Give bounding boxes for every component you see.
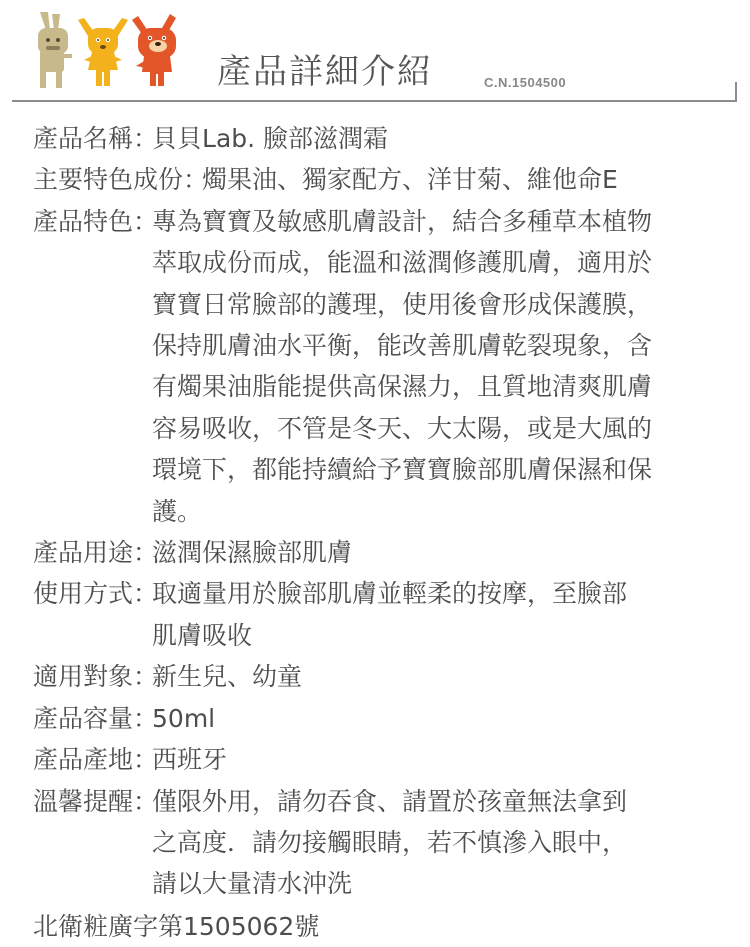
detail-colon: ：: [133, 662, 159, 692]
detail-row-origin: [33, 739, 743, 780]
detail-row-main-ingredients: [33, 159, 743, 200]
detail-colon: ：: [183, 165, 209, 195]
page-title: 產品詳細介紹: [217, 52, 433, 92]
detail-label: 產品特色: [33, 206, 134, 236]
header: [0, 0, 750, 105]
detail-value-line: 貝貝Lab. 臉部滋潤霜: [152, 124, 389, 153]
detail-value: [152, 118, 743, 159]
detail-value-line: 容易吸收，不管是冬天、大太陽，或是大風的: [152, 413, 653, 443]
detail-value: [152, 532, 743, 573]
detail-value: [152, 781, 743, 905]
detail-list: [33, 118, 743, 947]
detail-value: [152, 698, 743, 739]
detail-label: 產品用途: [33, 538, 134, 568]
detail-colon: ：: [133, 786, 159, 816]
detail-value: [152, 201, 743, 532]
detail-row-features: [33, 201, 743, 532]
detail-value-line: 之高度．請勿接觸眼睛，若不慎滲入眼中，: [152, 827, 628, 857]
detail-row-directions: [33, 573, 743, 656]
detail-label: 主要特色成份: [33, 165, 184, 195]
detail-value: [202, 159, 743, 200]
detail-colon: ：: [133, 745, 159, 775]
detail-label: 適用對象: [33, 662, 134, 692]
detail-row-volume: [33, 698, 743, 739]
detail-value-line: 燭果油、獨家配方、洋甘菊、維他命E: [202, 165, 618, 195]
detail-value-line: 西班牙: [152, 745, 228, 775]
product-code: C.N.1504500: [484, 75, 567, 90]
detail-row-usage: [33, 532, 743, 573]
detail-colon: ：: [133, 206, 159, 236]
detail-value-line: 50ml: [152, 703, 216, 733]
detail-value-line: 環境下，都能持續給予寶寶臉部肌膚保濕和保: [152, 455, 653, 485]
detail-row-target-users: [33, 656, 743, 697]
detail-label: 產品產地: [33, 745, 134, 775]
detail-value-line: 新生兒、幼童: [152, 662, 303, 692]
detail-value-line: 萃取成份而成，能溫和滋潤修護肌膚，適用於: [152, 248, 653, 278]
detail-value-line: 護。: [152, 496, 203, 526]
header-divider-cap: [735, 82, 737, 102]
detail-colon: ：: [133, 538, 159, 568]
detail-label: 使用方式: [33, 579, 134, 609]
detail-colon: ：: [133, 579, 159, 609]
mascot-group: [32, 10, 184, 90]
detail-value-line: 取適量用於臉部肌膚並輕柔的按摩，至臉部: [152, 579, 628, 609]
detail-value-line: 專為寶寶及敏感肌膚設計，結合多種草本植物: [152, 206, 653, 236]
detail-value-line: 有燭果油脂能提供高保濕力，且質地清爽肌膚: [152, 372, 653, 402]
detail-value: [152, 739, 743, 780]
dog-mascot-icon: [78, 18, 128, 86]
detail-row-product-name: [33, 118, 743, 159]
detail-colon: ：: [133, 703, 159, 733]
detail-label: 溫馨提醒: [33, 786, 134, 816]
detail-value: [152, 656, 743, 697]
detail-value-line: 保持肌膚油水平衡，能改善肌膚乾裂現象，含: [152, 331, 653, 361]
detail-value-line: 肌膚吸收: [152, 620, 253, 650]
detail-value-line: 僅限外用，請勿吞食、請置於孩童無法拿到: [152, 786, 628, 816]
detail-value-line: 滋潤保濕臉部肌膚: [152, 538, 353, 568]
detail-label: 產品名稱: [33, 124, 134, 153]
detail-value: [152, 573, 743, 656]
detail-colon: ：: [133, 124, 159, 153]
license-number: 北衛粧廣字第1505062號: [33, 911, 320, 941]
detail-value-line: 寶寶日常臉部的護理，使用後會形成保護膜，: [152, 289, 653, 319]
detail-label: 產品容量: [33, 703, 134, 733]
header-divider: [12, 100, 737, 102]
detail-row-reminder: [33, 781, 743, 905]
detail-value-line: 請以大量清水沖洗: [152, 869, 353, 899]
